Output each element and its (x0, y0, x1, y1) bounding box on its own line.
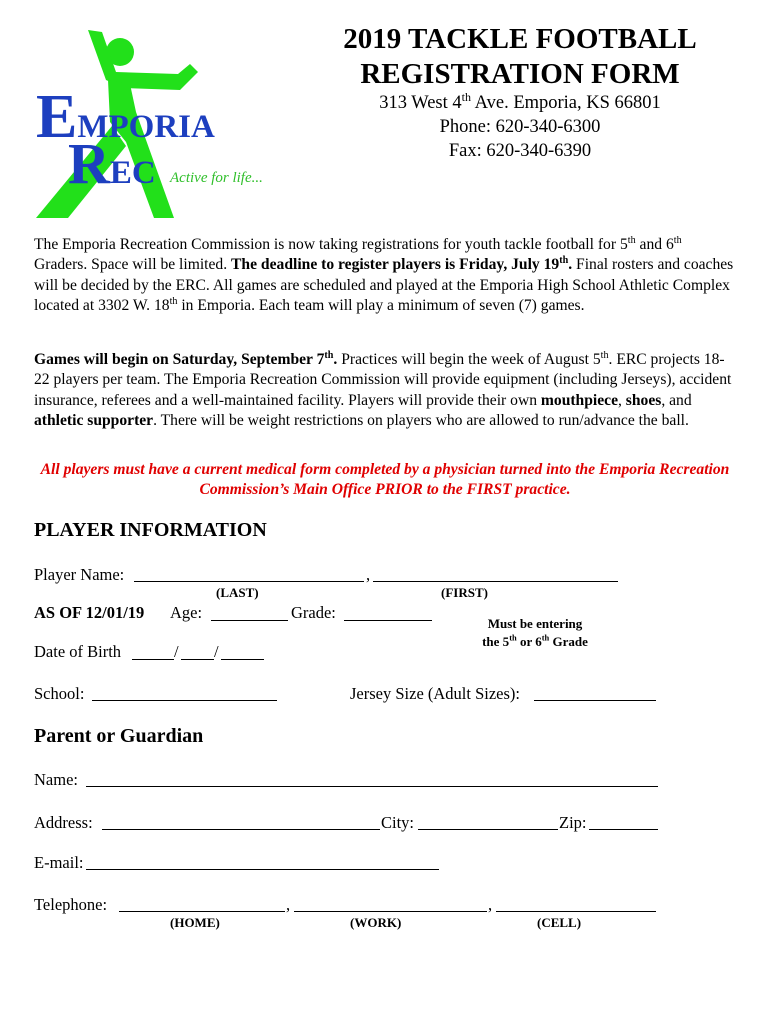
grade-label: Grade: (291, 603, 336, 622)
jersey-size-label: Jersey Size (Adult Sizes): (350, 684, 521, 703)
schedule-paragraph: Games will begin on Saturday, September 7th. Practices will begin the week of August 5th. ERC projects 18-22 players per team. The Emporia Recreation Commission will provide equipment (including Jerseys), accident insurance, referees and a well-maintained facility. Players will provide their own mouthpiece, shoes, and athletic supporter. There will be weight restrictions on players who are allowed to run/advance the ball. (34, 349, 732, 429)
parent-name-field[interactable] (86, 786, 658, 787)
fax-line: Fax: 620-340-6390 (448, 141, 592, 161)
phone-comma-1: , (286, 895, 291, 914)
cell-caption: (CELL) (537, 915, 582, 930)
dob-slash-2: / (214, 642, 219, 661)
work-caption: (WORK) (350, 915, 402, 930)
last-name-caption: (LAST) (216, 585, 259, 600)
age-field[interactable] (211, 620, 288, 621)
parent-name-label: Name: (34, 770, 78, 789)
intro-paragraph: The Emporia Recreation Commission is now taking registrations for youth tackle football for 5th and 6th Graders. Space will be limited. The deadline to register players is Friday, July 19th. Final rosters and coaches will be decided by the ERC. All games are scheduled and played at the Emporia High School Athletic Complex located at 3302 W. 18th in Emporia. Each team will play a minimum of seven (7) games. (34, 234, 734, 314)
email-field[interactable] (86, 869, 439, 870)
zip-field[interactable] (589, 829, 658, 830)
home-phone-field[interactable] (119, 911, 285, 912)
form-title: 2019 TACKLE FOOTBALL REGISTRATION FORM (343, 23, 697, 90)
telephone-label: Telephone: (34, 895, 108, 914)
first-name-caption: (FIRST) (441, 585, 488, 600)
as-of-date: AS OF 12/01/19 (34, 603, 145, 622)
school-label: School: (34, 684, 85, 703)
email-label: E-mail: (34, 853, 84, 872)
dob-day-field[interactable] (181, 659, 214, 660)
dob-label: Date of Birth (34, 642, 122, 661)
player-name-label: Player Name: (34, 565, 125, 584)
player-info-heading: PLAYER INFORMATION (34, 519, 267, 541)
grade-field[interactable] (344, 620, 432, 621)
player-last-name-field[interactable] (134, 581, 364, 582)
dob-slash-1: / (174, 642, 179, 661)
contact-block (310, 91, 730, 163)
age-label: Age: (170, 603, 203, 622)
phone-line: Phone: 620-340-6300 (439, 117, 601, 137)
dob-month-field[interactable] (132, 659, 174, 660)
dob-year-field[interactable] (221, 659, 264, 660)
work-phone-field[interactable] (294, 911, 487, 912)
phone-comma-2: , (488, 895, 493, 914)
cell-phone-field[interactable] (496, 911, 656, 912)
home-caption: (HOME) (170, 915, 220, 930)
logo-rec-word: REC (68, 131, 156, 196)
player-first-name-field[interactable] (373, 581, 618, 582)
name-comma: , (366, 565, 371, 584)
logo-wordmark: EMPORIA (36, 83, 215, 151)
emporia-rec-logo (28, 22, 283, 222)
logo-tagline: Active for life... (170, 170, 263, 186)
medical-form-warning: All players must have a current medical form completed by a physician turned into the Emporia Recreation Commission’s Main Office PRIOR to the FIRST practice. (40, 461, 730, 498)
grade-requirement-note: Must be entering the 5th or 6th Grade (482, 616, 588, 649)
school-field[interactable] (92, 700, 277, 701)
address-field[interactable] (102, 829, 380, 830)
zip-label: Zip: (559, 813, 587, 832)
city-label: City: (381, 813, 415, 832)
city-field[interactable] (418, 829, 558, 830)
address-line: 313 West 4th Ave. Emporia, KS 66801 (379, 89, 661, 113)
parent-guardian-heading: Parent or Guardian (34, 725, 204, 747)
jersey-size-field[interactable] (534, 700, 656, 701)
address-label: Address: (34, 813, 93, 832)
